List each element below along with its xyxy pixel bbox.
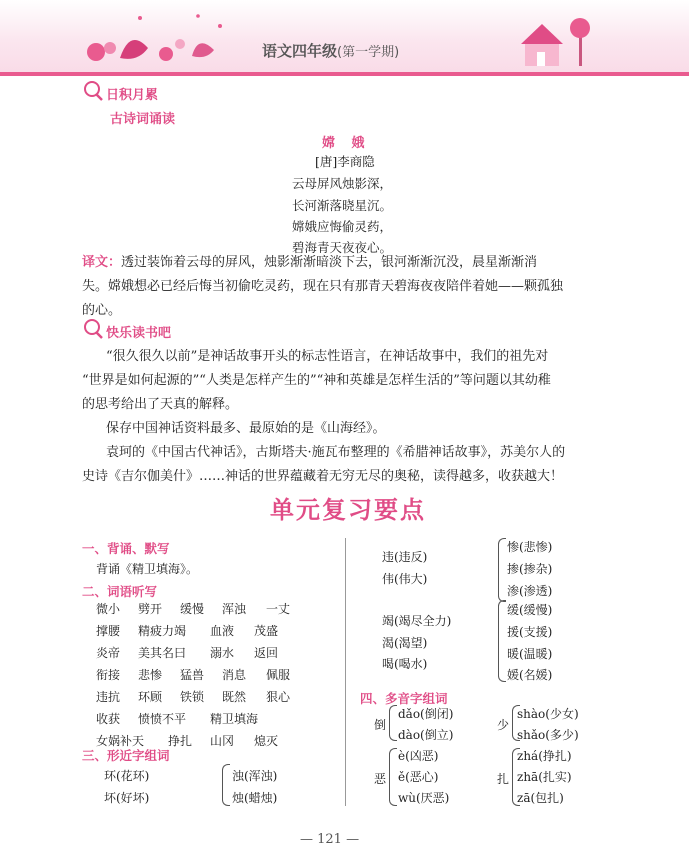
reading-p1-line3: 的思考给出了天真的解释。 [82,397,239,412]
bracket [498,538,506,602]
word: 熄灭 [254,734,279,748]
polyphone-reading: ě(恶心) [398,770,439,784]
char-group1-right-2: 掺(掺杂) [507,562,553,576]
char-group2-right-2: 援(支援) [507,625,553,639]
similar-right-1: 浊(浑浊) [232,769,278,783]
polyphone-char: 倒 [374,718,387,732]
word: 既然 [222,690,247,704]
word: 精卫填海 [210,712,259,726]
word: 精疲力竭 [138,624,187,638]
polyphone-reading: zā(包扎) [517,791,564,805]
dictation-row [96,622,290,644]
char-group1-right-3: 渗(渗透) [507,584,553,598]
word: 微小 [96,602,121,616]
word: 佩服 [266,668,291,682]
word: 炎帝 [96,646,121,660]
header-decoration-left [80,8,240,72]
reading-p1-line1: “很久很久以前”是神话故事开头的标志性语言，在神话故事中，我们的祖先对 [106,349,549,364]
column-divider [345,538,346,806]
dictation-row [96,644,290,666]
reading-paragraph-3 [82,441,612,489]
word: 血液 [210,624,235,638]
polyphone-char: 扎 [497,772,510,786]
tree-icon [570,18,590,66]
house-tree-decoration [505,6,605,72]
polyphone-char: 恶 [374,772,387,786]
poem-author: [唐]李商隐 [315,154,375,169]
header-title-sub: (第一学期) [337,45,400,60]
recite-text: 背诵《精卫填海》。 [96,562,199,576]
bracket [389,705,397,741]
header-title-main: 语文四年级 [262,42,338,60]
poem-title: 嫦 娥 [322,136,371,151]
char-group2-left-2: 渴(渴望) [382,636,428,650]
translation-line-1 [82,251,602,275]
word: 猛兽 [180,668,205,682]
word: 环顾 [138,690,163,704]
reading-paragraph-2: 保存中国神话资料最多、最原始的是《山海经》。 [106,421,386,436]
translation-line-2: 失。嫦娥想必已经后悔当初偷吃灵药，现在只有那青天碧海夜夜陪伴着她——颗孤独 [82,279,564,294]
reading-paragraph-1 [82,345,612,417]
magnifier-icon [82,80,104,102]
translation-text-1: 透过装饰着云母的屏风，烛影渐渐暗淡下去，银河渐渐沉没，晨星渐渐消 [121,255,538,270]
char-group2-right-3: 暖(温暖) [507,647,553,661]
char-group1-left-1: 违(违反) [382,550,428,564]
section-label-daily: 日积月累 [106,88,159,103]
translation-block [82,251,602,323]
word: 缓慢 [180,602,205,616]
word: 撑腰 [96,624,121,638]
bracket [498,600,506,682]
word: 溺水 [210,646,235,660]
word: 收获 [96,712,121,726]
translation-line-3: 的心。 [82,303,122,318]
word: 山冈 [210,734,235,748]
similar-heading: 三、形近字组词 [82,748,170,763]
bracket [389,748,397,806]
polyphone-reading: è(凶恶) [398,749,439,763]
reading-p1-line2: “世界是如何起源的”“人类是怎样产生的”“神和英雄是怎样生活的”等问题以其幼稚 [82,373,551,388]
poem-line-1: 云母屏风烛影深， [292,176,393,191]
word: 劈开 [138,602,163,616]
word: 美其名曰 [138,646,187,660]
polyphone-reading: shào(少女) [517,707,579,721]
polyphone-char: 少 [497,718,510,732]
word: 铁锁 [180,690,205,704]
reading-p3-line1: 袁珂的《中国古代神话》，古斯塔夫·施瓦布整理的《希腊神话故事》，苏美尔人的 [106,445,566,460]
flower-icon [87,14,222,61]
similar-left-2: 坏(好坏) [104,791,150,805]
word: 悲惨 [138,668,163,682]
sub-label-poetry: 古诗词诵读 [110,112,176,127]
header-title [262,40,399,61]
polyphone-reading: dǎo(倒闭) [398,707,454,721]
word: 违抗 [96,690,121,704]
header-rule [0,72,689,76]
char-group2-right-4: 媛(名媛) [507,668,553,682]
dictation-heading: 二、词语听写 [82,584,158,599]
char-group2-right-1: 缓(缓慢) [507,603,553,617]
reading-p3-line2: 史诗《吉尔伽美什》……神话的世界蕴藏着无穷无尽的奥秘，读得越多，收获越大！ [82,469,564,484]
word: 挣扎 [168,734,193,748]
word: 狠心 [266,690,291,704]
bracket [222,764,230,806]
similar-right-2: 烛(蜡烛) [232,791,278,805]
dictation-list [96,600,290,754]
review-title: 单元复习要点 [270,496,426,524]
dictation-row [96,600,290,622]
house-icon [521,24,563,66]
poem-line-3: 嫦娥应悔偷灵药， [292,219,393,234]
word: 返回 [254,646,279,660]
poem-line-4: 碧海青天夜夜心。 [292,240,393,255]
polyphone-reading: dào(倒立) [398,728,454,742]
char-group2-left-3: 喝(喝水) [382,657,428,671]
char-group1-left-2: 伟(伟大) [382,572,428,586]
word: 茂盛 [254,624,279,638]
char-group1-right-1: 惨(悲惨) [507,540,553,554]
polyphone-reading: wù(厌恶) [398,791,450,805]
magnifier-icon [82,318,104,340]
word: 浑浊 [222,602,247,616]
polyphone-heading: 四、多音字组词 [360,691,448,706]
word: 女娲补天 [96,734,145,748]
poem-line-2: 长河渐落晓星沉。 [292,198,393,213]
polyphone-reading: zhā(扎实) [517,770,572,784]
dictation-row [96,710,290,732]
word: 一丈 [266,602,291,616]
polyphone-reading: zhá(挣扎) [517,749,572,763]
char-group2-left-1: 竭(竭尽全力) [382,614,452,628]
polyphone-reading: shǎo(多少) [517,728,579,742]
section-label-reading: 快乐读书吧 [106,326,172,341]
word: 愤愤不平 [138,712,187,726]
recite-heading: 一、背诵、默写 [82,541,170,556]
dictation-row [96,666,290,688]
similar-left-1: 环(花环) [104,769,150,783]
word: 消息 [222,668,247,682]
translation-label: 译文： [82,255,122,270]
page-number: — 121 — [300,832,360,847]
dictation-row [96,688,290,710]
word: 衔接 [96,668,121,682]
